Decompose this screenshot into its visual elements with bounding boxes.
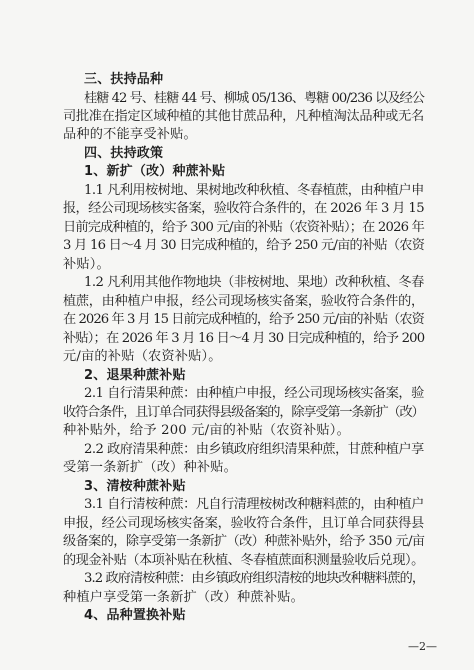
page-number: —2— <box>408 640 437 653</box>
paragraph-line: 元/亩的补贴（农资补贴）。 <box>63 349 222 365</box>
section-heading-policy: 四、扶持政策 <box>84 145 164 161</box>
paragraph-line: 补贴）；在 2026 年 3 月 16 日～4 月 30 日完成种植的，给予 200 <box>63 330 425 346</box>
paragraph-line: 1.2 凡利用其他作物地块（非桉树地、果地）改种秋植、冬春 <box>84 275 424 291</box>
paragraph-line: 3 月 16 日～4 月 30 日完成种植的，给予 250 元/亩的补贴（农资 <box>63 238 425 254</box>
paragraph-line: 2.2 政府清果种蔗：由乡镇政府组织清果种蔗，甘蔗种植户享 <box>84 441 424 457</box>
paragraph-line: 收符合条件，且订单合同获得县级备案的，除享受第一条新扩（改） <box>63 404 424 420</box>
paragraph-line: 种植户享受第一条新扩（改）种蔗补贴。 <box>63 589 304 605</box>
paragraph-line: 桂糖 42 号、桂糖 44 号、柳城 05/136、粤糖 00/236 以及经公 <box>84 90 424 106</box>
subheading-orchard-conversion: 2、退果种蔗补贴 <box>84 367 186 383</box>
paragraph-line: 司批准在指定区域种植的其他甘蔗品种，凡种植淘汰品种或无名 <box>63 109 424 124</box>
paragraph-line: 种补贴外，给予 200 元/亩的补贴（农资补贴）。 <box>63 423 350 439</box>
paragraph-line: 在 2026 年 3 月 15 日前完成种植的，给予 250 元/亩的补贴（农资 <box>63 312 424 328</box>
paragraph-line: 植蔗，由种植户申报，经公司现场核实备案，验收符合条件的， <box>63 293 424 309</box>
subheading-eucalyptus-clearing: 3、清桉种蔗补贴 <box>84 478 186 494</box>
paragraph-line: 的现金补贴（本项补贴在秋植、冬春植蔗面积测量验收后兑现）。 <box>63 552 424 568</box>
paragraph-line: 1.1 凡利用桉树地、果树地改种秋植、冬春植蔗，由种植户申 <box>84 182 424 198</box>
paragraph-line: 补贴）。 <box>63 256 110 272</box>
paragraph-line: 2.1 自行清果种蔗：由种植户申报，经公司现场核实备案，验 <box>84 386 424 402</box>
paragraph-line: 3.2 政府清桉种蔗：由乡镇政府组织清桉的地块改种糖料蔗的， <box>84 571 425 586</box>
paragraph-line: 受第一条新扩（改）种补贴。 <box>63 460 238 476</box>
paragraph-line: 日前完成种植的，给予 300 元/亩的补贴（农资补贴）；在 2026 年 <box>63 219 425 235</box>
paragraph-line: 级备案的，除享受第一条新扩（改）种蔗补贴外，给予 350 元/亩 <box>63 534 425 550</box>
paragraph-line: 申报，经公司现场核实备案，验收符合条件，且订单合同获得县 <box>63 515 424 531</box>
paragraph-line: 报，经公司现场核实备案，验收符合条件的，在 2026 年 3 月 15 <box>63 201 424 217</box>
paragraph-line: 品种的不能享受补贴。 <box>63 127 197 143</box>
section-heading-varieties: 三、扶持品种 <box>84 72 164 87</box>
subheading-variety-replacement: 4、品种置换补贴 <box>84 608 186 623</box>
subheading-new-planting: 1、新扩（改）种蔗补贴 <box>84 164 226 180</box>
paragraph-line: 3.1 自行清桉种蔗：凡自行清理桉树改种糖料蔗的，由种植户 <box>84 497 424 513</box>
